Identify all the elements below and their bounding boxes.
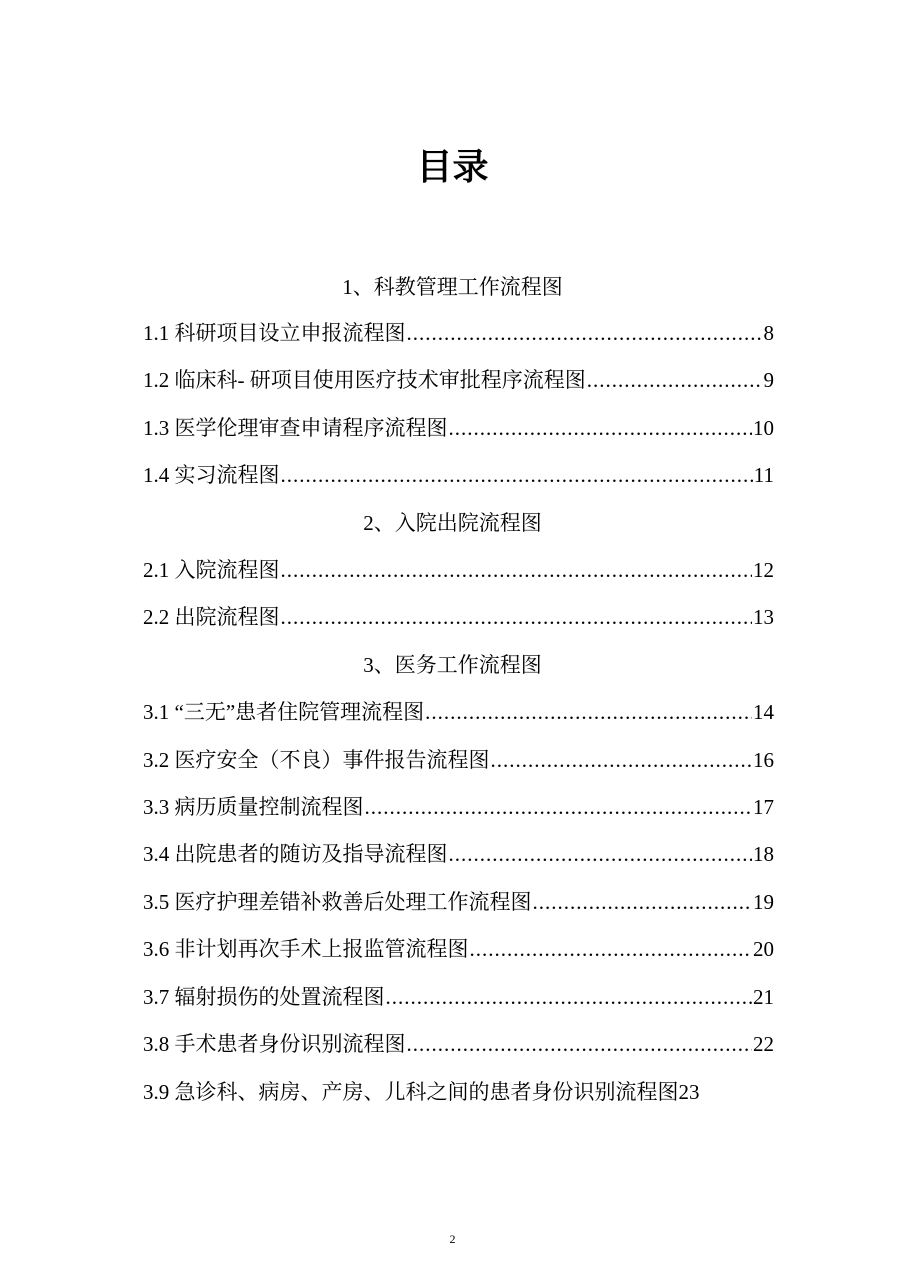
toc-entry-2-1[interactable]	[143, 555, 774, 585]
section-heading-2: 2、入院出院流程图	[363, 511, 542, 535]
toc-entry-label: 2.2 出院流程图	[143, 605, 280, 629]
dot-leader	[470, 934, 753, 964]
dot-leader	[491, 745, 753, 775]
toc-entry-3-2[interactable]	[143, 745, 774, 775]
toc-entry-label: 1.3 医学伦理审查申请程序流程图	[143, 416, 448, 440]
toc-entry-label: 3.2 医疗安全（不良）事件报告流程图	[143, 748, 490, 772]
toc-page-number: 17	[753, 795, 774, 819]
toc-entry-label: 1.1 科研项目设立申报流程图	[143, 321, 406, 345]
dot-leader	[425, 697, 752, 727]
toc-page-number: 10	[753, 416, 774, 440]
toc-entry-1-4[interactable]	[143, 460, 774, 490]
toc-entry-3-3[interactable]	[143, 792, 774, 822]
toc-page-number: 9	[763, 368, 774, 392]
toc-entry-1-2[interactable]	[143, 365, 774, 395]
toc-page-number: 20	[753, 937, 774, 961]
dot-leader	[407, 1029, 753, 1059]
dot-leader	[365, 792, 753, 822]
toc-page-number: 11	[753, 463, 774, 487]
section-heading-3: 3、医务工作流程图	[363, 653, 542, 677]
dot-leader	[281, 460, 753, 490]
page-title: 目录	[416, 147, 489, 188]
toc-entry-label: 3.3 病历质量控制流程图	[143, 795, 364, 819]
toc-entry-3-7[interactable]	[143, 982, 774, 1012]
toc-entry-label: 3.1 “三无”患者住院管理流程图	[143, 700, 425, 724]
toc-page-number: 13	[753, 605, 774, 629]
toc-page-number: 16	[753, 748, 774, 772]
toc-entry-3-6[interactable]	[143, 934, 774, 964]
toc-page-number: 22	[753, 1032, 774, 1056]
toc-page-number: 14	[753, 700, 774, 724]
dot-leader	[587, 365, 763, 395]
toc-page-number: 12	[753, 558, 774, 582]
dot-leader	[533, 887, 753, 917]
dot-leader	[281, 555, 753, 585]
toc-page-number: 21	[753, 985, 774, 1009]
toc-entry-3-8[interactable]	[143, 1029, 774, 1059]
toc-entry-3-9[interactable]	[143, 1077, 774, 1107]
toc-entry-3-4[interactable]	[143, 839, 774, 869]
toc-page-number: 8	[763, 321, 774, 345]
toc-entry-3-5[interactable]	[143, 887, 774, 917]
toc-entry-label: 3.9 急诊科、病房、产房、儿科之间的患者身份识别流程图	[143, 1080, 679, 1104]
toc-page-number: 18	[753, 842, 774, 866]
toc-entry-label: 1.4 实习流程图	[143, 463, 280, 487]
section-heading-1: 1、科教管理工作流程图	[342, 275, 563, 299]
toc-entry-label: 2.1 入院流程图	[143, 558, 280, 582]
toc-entry-label: 3.6 非计划再次手术上报监管流程图	[143, 937, 469, 961]
toc-page-number: 23	[678, 1080, 700, 1104]
dot-leader	[449, 839, 753, 869]
dot-leader	[281, 602, 753, 632]
toc-entry-1-3[interactable]	[143, 413, 774, 443]
toc-entry-label: 1.2 临床科- 研项目使用医疗技术审批程序流程图	[143, 368, 586, 392]
toc-page-number: 19	[753, 890, 774, 914]
toc-entry-label: 3.7 辐射损伤的处置流程图	[143, 985, 385, 1009]
dot-leader	[449, 413, 753, 443]
toc-entry-2-2[interactable]	[143, 602, 774, 632]
toc-entry-label: 3.8 手术患者身份识别流程图	[143, 1032, 406, 1056]
dot-leader	[386, 982, 753, 1012]
toc-entry-3-1[interactable]	[143, 697, 774, 727]
toc-entry-label: 3.5 医疗护理差错补救善后处理工作流程图	[143, 890, 532, 914]
toc-entry-label: 3.4 出院患者的随访及指导流程图	[143, 842, 448, 866]
toc-entry-1-1[interactable]	[143, 318, 774, 348]
page-number: 2	[449, 1232, 456, 1246]
dot-leader	[407, 318, 763, 348]
